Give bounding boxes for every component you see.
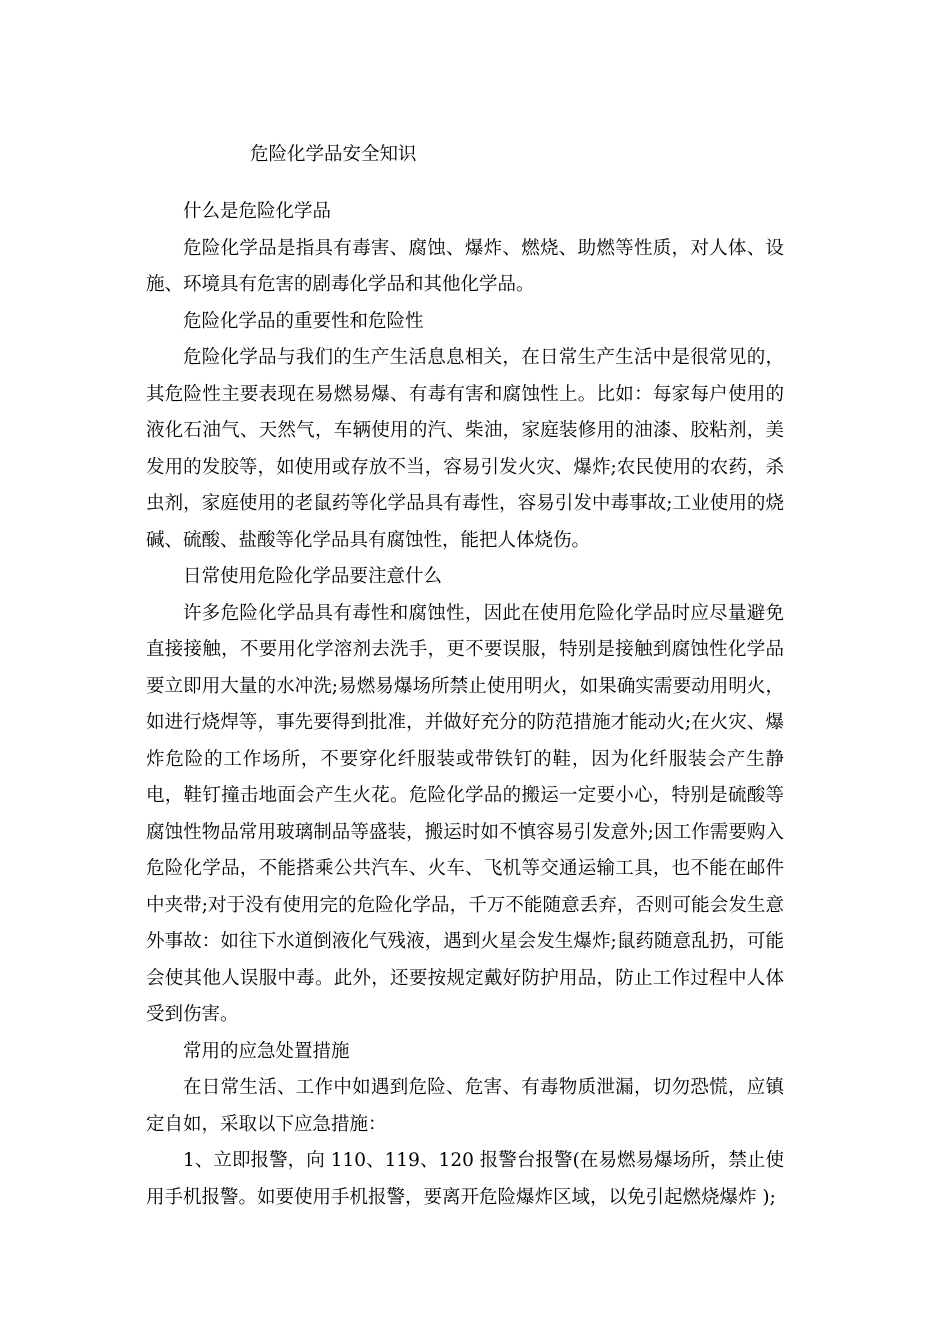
section-heading: 常用的应急处置措施 bbox=[183, 1040, 350, 1062]
paragraph: 危险化学品与我们的生产生活息息相关，在日常生产生活中是很常见的，其危险性主要表现在易燃易爆、有毒有害和腐蚀性上。比如：每家每户使用的液化石油气、天然气，车辆使用的汽、柴油，家庭装修用的油漆、胶粘剂，美发用的发胶等，如使用或存放不当，容易引发火灾、爆炸;农民使用的农药，杀虫剂，家庭使用的老鼠药等化学品具有毒性，容易引发中毒事故;工业使用的烧碱、硫酸、盐酸等化学品具有腐蚀性，能把人体烧伤。 bbox=[146, 347, 784, 551]
paragraph: 在日常生活、工作中如遇到危险、危害、有毒物质泄漏，切勿恐慌，应镇定自如，采取以下应急措施： bbox=[146, 1077, 784, 1135]
paragraph: 危险化学品是指具有毒害、腐蚀、爆炸、燃烧、助燃等性质，对人体、设施、环境具有危害的剧毒化学品和其他化学品。 bbox=[146, 237, 784, 295]
list-item: 1、立即报警，向 110、119、120 报警台报警(在易燃易爆场所，禁止使用手机报警。如要使用手机报警，要离开危险爆炸区域，以免引起燃烧爆炸 ); bbox=[146, 1150, 784, 1208]
document-body bbox=[146, 194, 784, 1216]
paragraph: 许多危险化学品具有毒性和腐蚀性，因此在使用危险化学品时应尽量避免直接接触，不要用化学溶剂去洗手，更不要误服，特别是接触到腐蚀性化学品要立即用大量的水冲洗;易燃易爆场所禁止使用明火，如果确实需要动用明火，如进行烧焊等，事先要得到批准，并做好充分的防范措施才能动火;在火灾、爆炸危险的工作场所，不要穿化纤服装或带铁钉的鞋，因为化纤服装会产生静电，鞋钉撞击地面会产生火花。危险化学品的搬运一定要小心，特别是硫酸等腐蚀性物品常用玻璃制品等盛装，搬运时如不慎容易引发意外;因工作需要购入危险化学品，不能搭乘公共汽车、火车、飞机等交通运输工具，也不能在邮件中夹带;对于没有使用完的危险化学品，千万不能随意丢弃，否则可能会发生意外事故：如往下水道倒液化气残液，遇到火星会发生爆炸;鼠药随意乱扔，可能会使其他人误服中毒。此外，还要按规定戴好防护用品，防止工作过程中人体受到伤害。 bbox=[146, 602, 784, 1025]
section-heading: 什么是危险化学品 bbox=[183, 201, 332, 222]
section-heading: 危险化学品的重要性和危险性 bbox=[183, 310, 424, 332]
document-title: 危险化学品安全知识 bbox=[250, 144, 417, 165]
section-heading: 日常使用危险化学品要注意什么 bbox=[183, 566, 443, 587]
